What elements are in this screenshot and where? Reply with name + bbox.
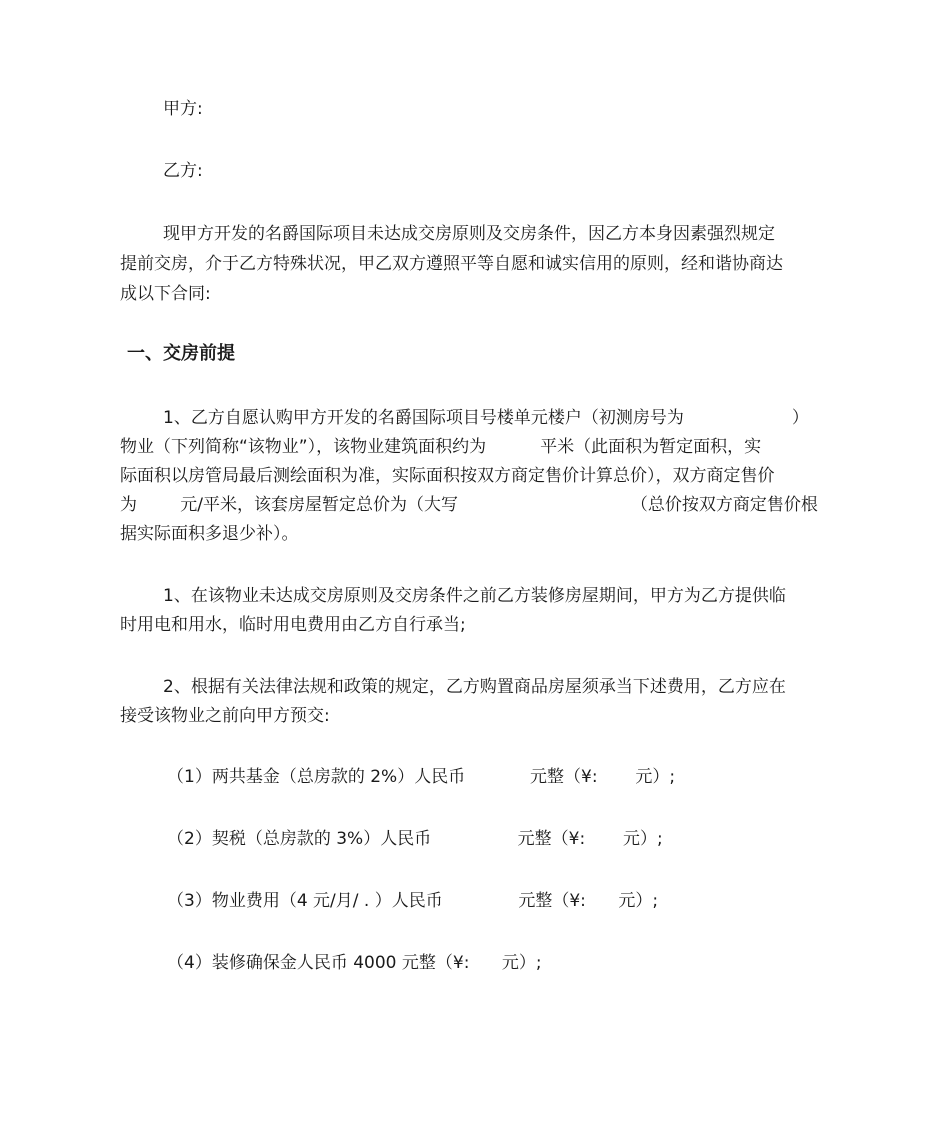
purchase-line-2: 物业（下列简称“该物业”），该物业建筑面积约为 平米（此面积为暂定面积，实 bbox=[120, 437, 762, 457]
fee-item-1: （1）两共基金（总房款的 2%）人民币 元整（¥: 元）; bbox=[167, 767, 676, 787]
purchase-line-1: 1、乙方自愿认购甲方开发的名爵国际项目号楼单元楼户（初测房号为 ） bbox=[163, 408, 809, 428]
section-1-heading: 一、交房前提 bbox=[127, 343, 235, 364]
party-a-label: 甲方: bbox=[163, 99, 203, 119]
fees-line-1: 2、根据有关法律法规和政策的规定，乙方购置商品房屋须承当下述费用，乙方应在 bbox=[163, 677, 786, 697]
fees-line-2: 接受该物业之前向甲方预交: bbox=[120, 706, 330, 726]
purchase-line-5: 据实际面积多退少补）。 bbox=[120, 524, 299, 544]
purchase-line-4: 为 元/平米，该套房屋暂定总价为（大写 （总价按双方商定售价根 bbox=[120, 495, 818, 515]
utilities-line-1: 1、在该物业未达成交房原则及交房条件之前乙方装修房屋期间，甲方为乙方提供临 bbox=[163, 586, 786, 606]
party-b-label: 乙方: bbox=[163, 161, 203, 181]
utilities-line-2: 时用电和用水，临时用电费用由乙方自行承当; bbox=[120, 615, 466, 635]
fee-item-2: （2）契税（总房款的 3%）人民币 元整（¥: 元）; bbox=[167, 829, 663, 849]
intro-line-2: 提前交房，介于乙方特殊状况，甲乙双方遵照平等自愿和诚实信用的原则，经和谐协商达 bbox=[120, 254, 783, 274]
intro-line-3: 成以下合同: bbox=[120, 284, 211, 304]
intro-line-1: 现甲方开发的名爵国际项目未达成交房原则及交房条件，因乙方本身因素强烈规定 bbox=[163, 224, 775, 244]
fee-item-3: （3）物业费用（4 元/月/ . ）人民币 元整（¥: 元）; bbox=[167, 891, 659, 911]
purchase-line-3: 际面积以房管局最后测绘面积为准，实际面积按双方商定售价计算总价），双方商定售价 bbox=[120, 466, 775, 486]
fee-item-4: （4）装修确保金人民币 4000 元整（¥: 元）; bbox=[167, 953, 542, 973]
